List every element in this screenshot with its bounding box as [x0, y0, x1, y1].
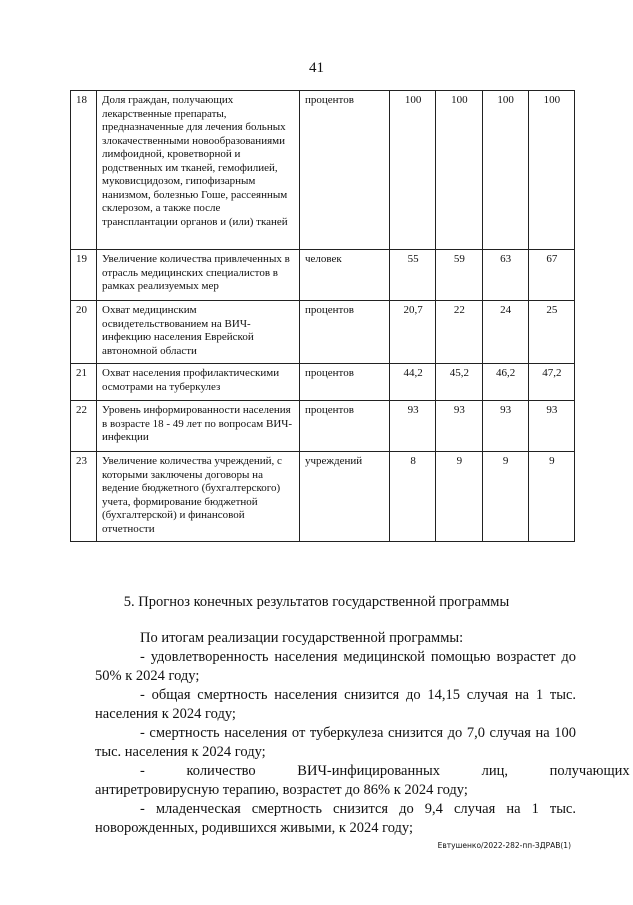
row-number: 20 — [71, 301, 97, 364]
value-year-3: 93 — [482, 401, 528, 452]
section-intro: По итогам реализации государственной программы: — [140, 630, 464, 646]
indicators-table — [70, 90, 575, 542]
result-item-tuberculosis — [95, 724, 576, 762]
indicator-name: Охват населения профилактическими осмотрами на туберкулез — [97, 364, 300, 401]
table-row — [71, 250, 575, 301]
indicator-unit: учреждений — [300, 452, 390, 542]
value-year-1: 100 — [390, 91, 436, 250]
result-item-satisfaction — [95, 648, 576, 686]
value-year-4: 9 — [528, 452, 574, 542]
value-year-4: 93 — [528, 401, 574, 452]
row-number: 21 — [71, 364, 97, 401]
result-item-line-1: - общая смертность населения снизится до 14,15 случая на 1 тыс. — [140, 687, 576, 703]
value-year-2: 9 — [436, 452, 482, 542]
value-year-4: 25 — [528, 301, 574, 364]
value-year-4: 100 — [528, 91, 574, 250]
row-number: 22 — [71, 401, 97, 452]
value-year-1: 44,2 — [390, 364, 436, 401]
table-row — [71, 91, 575, 250]
document-footer-id: Евтушенко/2022-282-пп-ЗДРАВ(1) — [437, 841, 571, 850]
result-item-line-1: - количество ВИЧ-инфицированных лиц, получающих — [140, 763, 630, 779]
value-year-1: 93 — [390, 401, 436, 452]
indicator-name: Уровень информированности населения в возрасте 18 - 49 лет по вопросам ВИЧ-инфекции — [97, 401, 300, 452]
table-row — [71, 364, 575, 401]
section-heading: 5. Прогноз конечных результатов государственной программы — [123, 594, 510, 610]
result-item-line-2: антиретровирусную терапию, возрастет до 86% к 2024 году; — [95, 782, 468, 798]
result-item-line-2: тыс. населения к 2024 году; — [95, 744, 266, 760]
table-row — [71, 301, 575, 364]
row-number: 23 — [71, 452, 97, 542]
table-row — [71, 452, 575, 542]
value-year-4: 67 — [528, 250, 574, 301]
result-item-line-2: населения к 2024 году; — [95, 706, 236, 722]
result-item-line-2: новорожденных, родившихся живыми, к 2024 году; — [95, 820, 414, 836]
result-item-line-1: - смертность населения от туберкулеза снизится до 7,0 случая на 100 — [140, 725, 576, 741]
value-year-3: 9 — [482, 452, 528, 542]
value-year-4: 47,2 — [528, 364, 574, 401]
indicator-unit: процентов — [300, 91, 390, 250]
indicator-name: Увеличение количества учреждений, с которыми заключены договоры на ведение бюджетного (бухгалтерского) учета, формирование бюджетной (бухгалтерской) и финансовой отчетности — [97, 452, 300, 542]
value-year-1: 55 — [390, 250, 436, 301]
row-number: 19 — [71, 250, 97, 301]
indicator-name: Увеличение количества привлеченных в отрасль медицинских специалистов в рамках реализуемых мер — [97, 250, 300, 301]
result-item-infant-mortality — [95, 800, 576, 838]
value-year-3: 100 — [482, 91, 528, 250]
value-year-3: 63 — [482, 250, 528, 301]
indicator-name: Охват медицинским освидетельствованием на ВИЧ-инфекцию населения Еврейской автономной области — [97, 301, 300, 364]
value-year-2: 45,2 — [436, 364, 482, 401]
indicator-unit: процентов — [300, 364, 390, 401]
indicator-unit: процентов — [300, 301, 390, 364]
result-item-line-1: - младенческая смертность снизится до 9,4 случая на 1 тыс. — [140, 801, 576, 817]
result-item-line-1: - удовлетворенность населения медицинской помощью возрастет до — [140, 649, 576, 665]
value-year-1: 8 — [390, 452, 436, 542]
row-number: 18 — [71, 91, 97, 250]
result-item-line-2: 50% к 2024 году; — [95, 668, 200, 684]
value-year-3: 24 — [482, 301, 528, 364]
indicator-unit: процентов — [300, 401, 390, 452]
result-item-mortality — [95, 686, 576, 724]
result-item-hiv-therapy — [95, 762, 630, 800]
value-year-3: 46,2 — [482, 364, 528, 401]
value-year-2: 22 — [436, 301, 482, 364]
table-row — [71, 401, 575, 452]
value-year-2: 93 — [436, 401, 482, 452]
value-year-2: 100 — [436, 91, 482, 250]
value-year-2: 59 — [436, 250, 482, 301]
indicator-name: Доля граждан, получающих лекарственные препараты, предназначенные для лечения больных злокачественными новообразованиями лимфоидной, кроветворной и родственных им тканей, гемофилией, муковисцидозом, гипофизарным нанизмом, болезнью Гоше, рассеянным склерозом, а также после трансплантации органов и (или) тканей — [97, 91, 300, 250]
page-number: 41 — [309, 60, 324, 76]
value-year-1: 20,7 — [390, 301, 436, 364]
indicator-unit: человек — [300, 250, 390, 301]
